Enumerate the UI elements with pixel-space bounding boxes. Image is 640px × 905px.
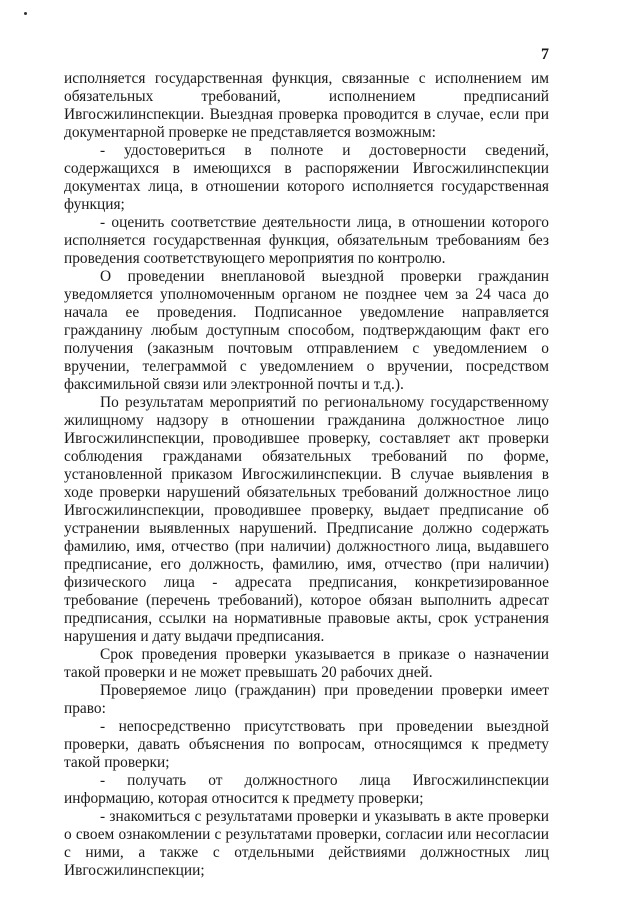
paragraph-inspection-results: По результатам мероприятий по региональному государственному жилищному надзору в отношении гражданина должностное лицо Ивгосжилинспекции, проводившее проверку, составляет акт проверки соблюдения гражданами обязательных требований по форме, установленной приказом Ивгосжилинспекции. В случае выявления в ходе проверки нарушений обязательных требований должностное лицо Ивгосжилинспекции, проводившее проверку, выдает предписание об устранении выявленных нарушений. Предписание должно содержать фамилию, имя, отчество (при наличии) должностного лица, выдавшего предписание, его должность, фамилию, имя, отчество (при наличии) физического лица - адресата предписания, конкретизированное требование (перечень требований), которое обязан выполнить адресат предписания, ссылки на нормативные правовые акты, срок устранения нарушения и дату выдачи предписания. (64, 394, 549, 645)
paragraph-rights-intro: Проверяемое лицо (гражданин) при проведении проверки имеет право: (64, 682, 549, 717)
paragraph-assess-compliance: - оценить соответствие деятельности лица, в отношении которого исполняется государственная функция, обязательным требованиям без проведения соответствующего мероприятия по контролю. (64, 214, 549, 267)
paragraph-right-attend: - непосредственно присутствовать при проведении выездной проверки, давать объяснения по вопросам, относящимся к предмету такой проверки; (64, 718, 549, 771)
paragraph-right-receive-info: - получать от должностного лица Ивгосжилинспекции информацию, которая относится к предмету проверки; (64, 772, 549, 807)
page-number: 7 (541, 46, 549, 63)
paragraph-notification: О проведении внеплановой выездной проверки гражданин уведомляется уполномоченным органом не позднее чем за 24 часа до начала ее проведения. Подписанное уведомление направляется гражданину любым доступным способом, подтверждающим факт его получения (заказным почтовым отправлением с уведомлением о вручении, телеграммой с уведомлением о вручении, посредством факсимильной связи или электронной почты и т.д.). (64, 268, 549, 393)
paragraph-right-review-results: - знакомиться с результатами проверки и указывать в акте проверки о своем ознакомлении с результатами проверки, согласии или несогласии с ними, а также с отдельными действиями должностных лиц Ивгосжилинспекции; (64, 808, 549, 879)
paragraph-inspection-cases: исполняется государственная функция, связанные с исполнением им обязательных требований, исполнением предписаний Ивгосжилинспекции. Выездная проверка проводится в случае, если при документарной проверке не представляется возможным: (64, 70, 549, 141)
paragraph-inspection-term: Срок проведения проверки указывается в приказе о назначении такой проверки и не может превышать 20 рабочих дней. (64, 646, 549, 681)
scan-speck (24, 12, 27, 15)
paragraph-verify-info: - удостовериться в полноте и достоверности сведений, содержащихся в имеющихся в распоряжении Ивгосжилинспекции документах лица, в отношении которого исполняется государственная функция; (64, 142, 549, 213)
document-body (64, 70, 549, 880)
